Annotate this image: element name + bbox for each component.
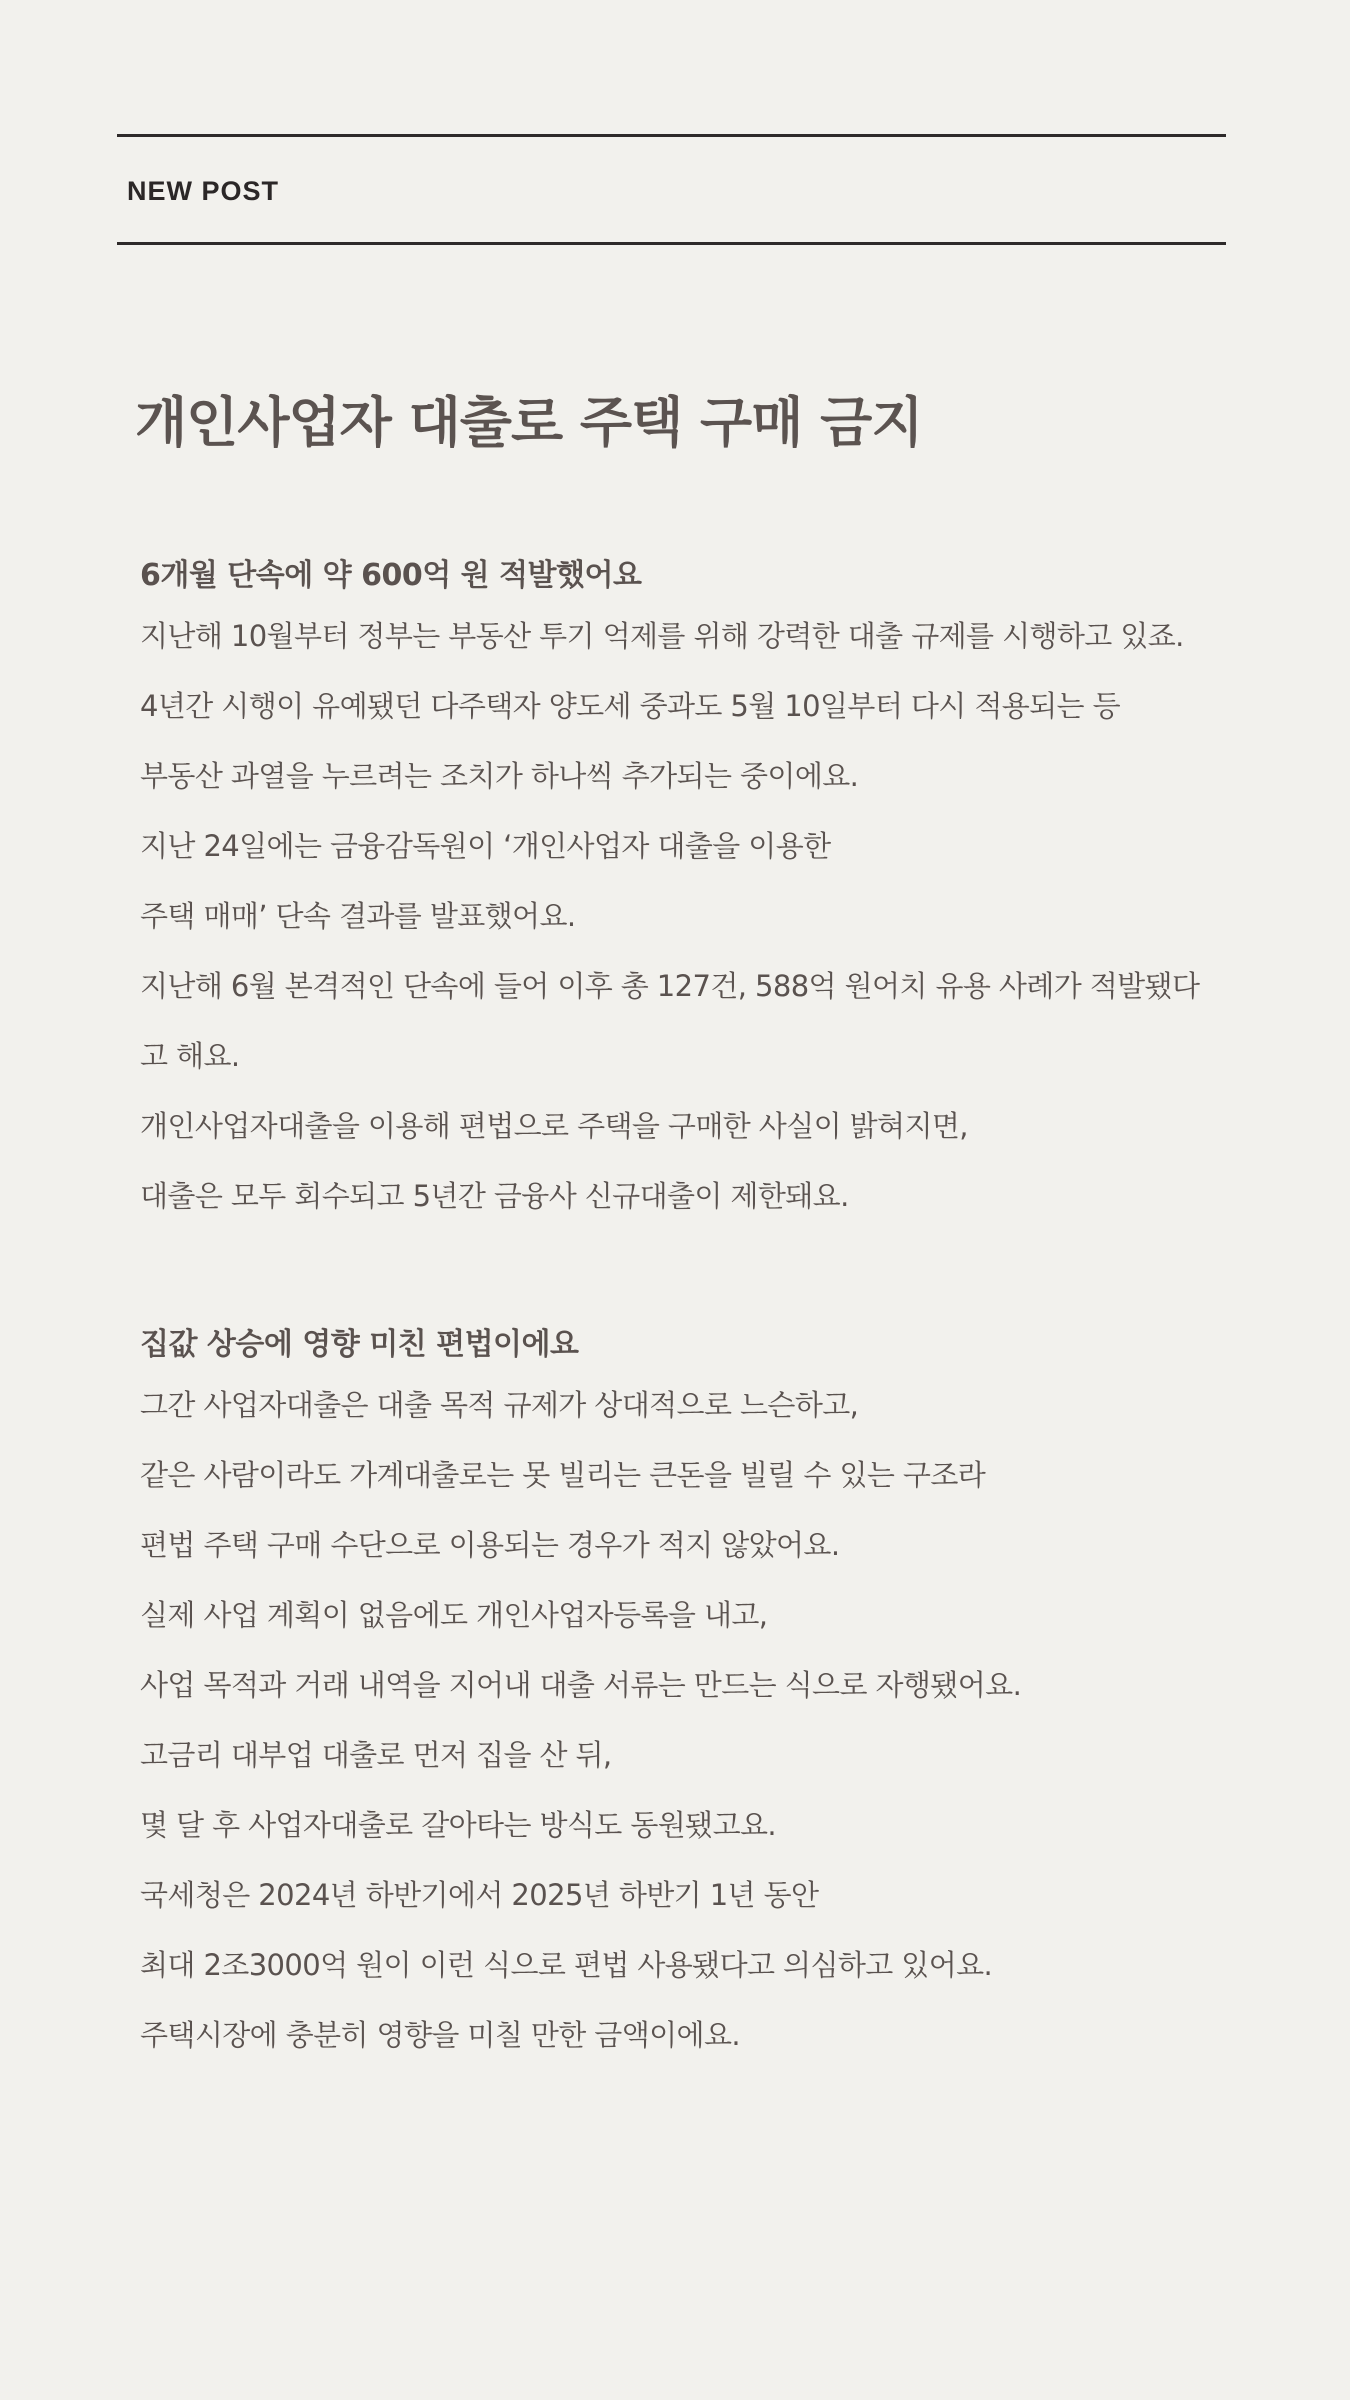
body-line: 주택시장에 충분히 영향을 미칠 만한 금액이에요.: [140, 2018, 740, 2052]
body-line: 국세청은 2024년 하반기에서 2025년 하반기 1년 동안: [140, 1878, 819, 1912]
body-line: 그간 사업자대출은 대출 목적 규제가 상대적으로 느슨하고,: [140, 1388, 859, 1422]
body-line: 고금리 대부업 대출로 먼저 집을 산 뒤,: [140, 1738, 612, 1772]
body-line: 지난 24일에는 금융감독원이 ‘개인사업자 대출을 이용한: [140, 829, 831, 863]
body-line: 지난해 6월 본격적인 단속에 들어 이후 총 127건, 588억 원어치 유용 사례가 적발됐다: [140, 969, 1200, 1003]
header-bottom-rule: [117, 242, 1226, 245]
body-line: 대출은 모두 회수되고 5년간 금융사 신규대출이 제한돼요.: [140, 1179, 849, 1213]
body-line: 사업 목적과 거래 내역을 지어내 대출 서류는 만드는 식으로 자행됐어요.: [140, 1668, 1022, 1702]
body-line: 4년간 시행이 유예됐던 다주택자 양도세 중과도 5월 10일부터 다시 적용되는 등: [140, 689, 1121, 723]
body-line: 실제 사업 계획이 없음에도 개인사업자등록을 내고,: [140, 1598, 768, 1632]
article-title: 개인사업자 대출로 주택 구매 금지: [135, 391, 923, 454]
section-heading: 6개월 단속에 약 600억 원 적발했어요: [140, 558, 642, 593]
body-line: 고 해요.: [140, 1039, 240, 1073]
section-heading: 집값 상승에 영향 미친 편법이에요: [140, 1327, 579, 1362]
body-line: 지난해 10월부터 정부는 부동산 투기 억제를 위해 강력한 대출 규제를 시행하고 있죠.: [140, 619, 1184, 653]
article-section-2: [140, 1320, 1240, 2070]
body-line: 주택 매매’ 단속 결과를 발표했어요.: [140, 899, 576, 933]
section-body: [140, 1370, 1240, 2070]
body-line: 최대 2조3000억 원이 이런 식으로 편법 사용됐다고 의심하고 있어요.: [140, 1948, 993, 1982]
body-line: 같은 사람이라도 가계대출로는 못 빌리는 큰돈을 빌릴 수 있는 구조라: [140, 1458, 986, 1492]
body-line: 몇 달 후 사업자대출로 갈아타는 방식도 동원됐고요.: [140, 1808, 777, 1842]
post-type-label: NEW POST: [127, 176, 280, 206]
body-line: 편법 주택 구매 수단으로 이용되는 경우가 적지 않았어요.: [140, 1528, 840, 1562]
body-line: 개인사업자대출을 이용해 편법으로 주택을 구매한 사실이 밝혀지면,: [140, 1109, 968, 1143]
body-line: 부동산 과열을 누르려는 조치가 하나씩 추가되는 중이에요.: [140, 759, 859, 793]
header-top-rule: [117, 134, 1226, 137]
section-body: [140, 601, 1240, 1231]
article-section-1: [140, 551, 1240, 1231]
